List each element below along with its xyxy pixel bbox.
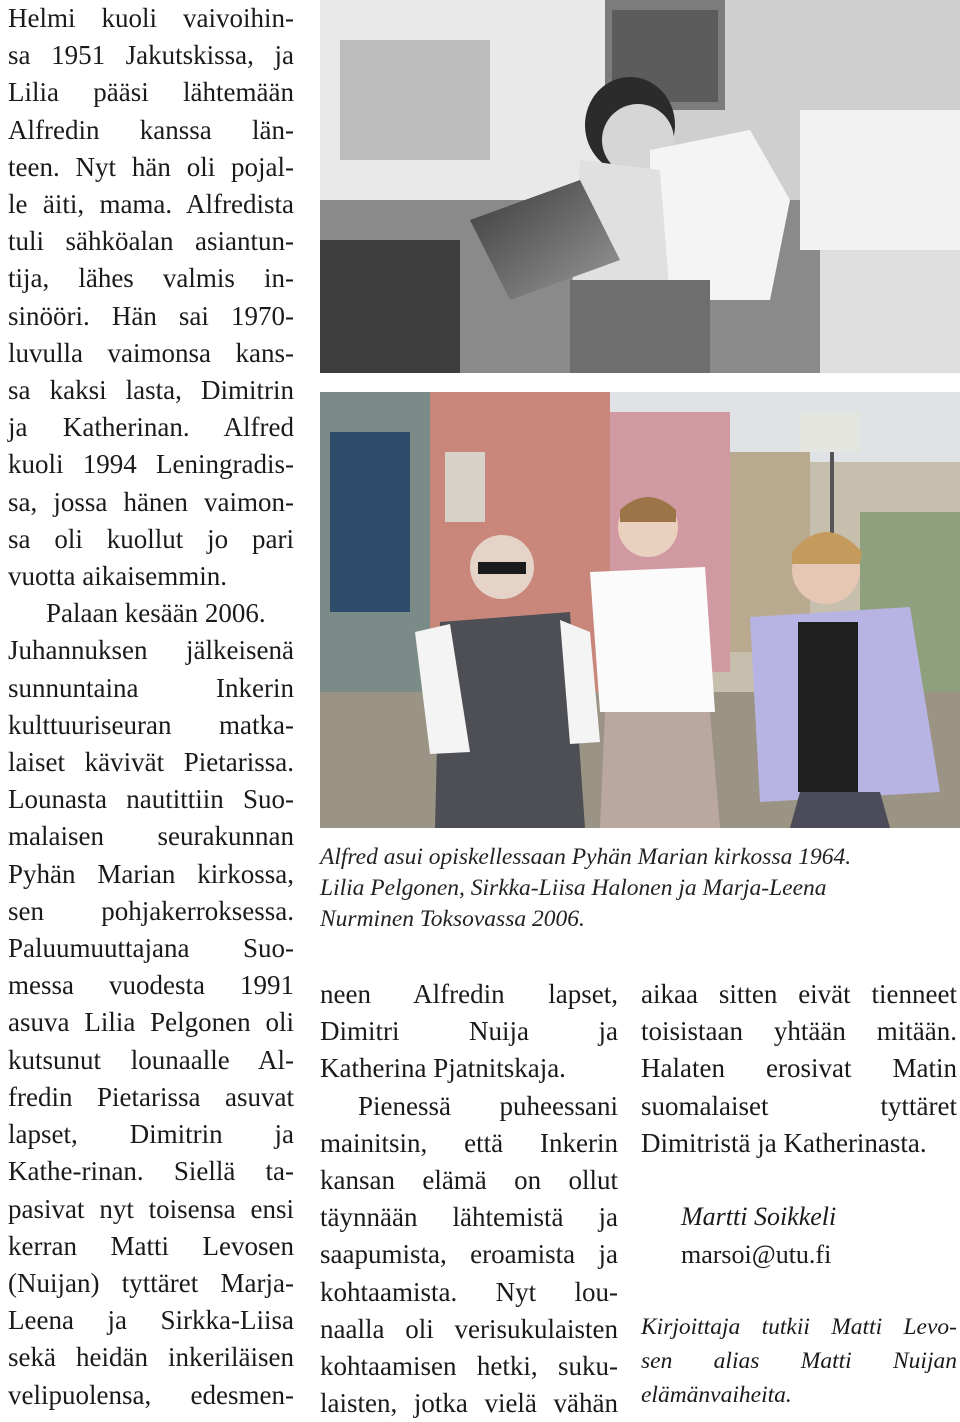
text-line: mainitsin, että Inkerin [320,1127,618,1158]
article-column-3 [641,976,957,1162]
text-line: naalla oli verisukulaisten [320,1313,618,1344]
text-line: täynnään lähtemistä ja [320,1202,618,1233]
text-line: kulttuuriseuran matka- [8,709,294,740]
text-line: kohtaamisen hetki, suku- [320,1351,618,1382]
note-line: sen alias Matti Nuijan [641,1348,957,1374]
text-line: saapumista, eroamista ja [320,1239,618,1270]
text-line: aikaa sitten eivät tienneet [641,979,957,1009]
text-line: sunnuntaina Inkerin [8,672,294,703]
text-line: messa vuodesta 1991 [8,970,294,1001]
author-email: marsoi@utu.fi [681,1240,832,1269]
text-line: kansan elämä on ollut [320,1165,618,1196]
text-line: sa oli kuollut jo pari [8,523,294,554]
text-line: Kathe-rinan. Siellä ta- [8,1156,294,1187]
text-line: Helmi kuoli vaivoihin- [8,3,294,33]
text-line: kuoli 1994 Leningradis- [8,449,294,480]
text-line: sen pohjakerroksessa. [8,895,294,926]
text-line: laisten, jotka vielä vähän [320,1388,618,1419]
text-line: Paluumuuttajana Suo- [8,933,294,964]
text-line: lapset, Dimitrin ja [8,1119,294,1150]
article-column-1 [8,0,294,1414]
paragraph-4 [320,1088,618,1422]
text-line: laiset kävivät Pietarissa. [8,747,294,778]
caption-line: Nurminen Toksovassa 2006. [320,906,585,932]
text-line: luvulla vaimonsa kans- [8,337,294,368]
text-line: Pyhän Marian kirkossa, [8,858,294,889]
text-line: malaisen seurakunnan [8,821,294,852]
text-line: Lounasta nautittiin Suo- [8,784,294,815]
author-name: Martti Soikkeli [681,1202,837,1231]
text-line: sekä heidän inkeriläisen [8,1342,294,1373]
photo-alfred-1964-image [320,0,960,373]
caption-line: Lilia Pelgonen, Sirkka-Liisa Halonen ja Marja-Leena [320,875,827,901]
text-line: tuli sähköalan asiantun- [8,226,294,257]
caption-line: Alfred asui opiskellessaan Pyhän Marian kirkossa 1964. [320,844,852,870]
text-line: Palaan kesään 2006. [46,598,266,629]
text-line: kerran Matti Levosen [8,1230,294,1261]
text-line: le äiti, mama. Alfredista [8,189,294,220]
text-line: sa, jossa hänen vaimon- [8,486,294,517]
text-line: kutsunut lounaalle Al- [8,1044,294,1075]
note-line: Kirjoittaja tutkii Matti Levo- [641,1314,957,1340]
text-line: Juhannuksen jälkeisenä [8,635,294,666]
text-line: Dimitristä ja Katherinasta. [641,1127,927,1158]
text-line: (Nuijan) tyttäret Marja- [8,1267,294,1298]
text-line: Lilia pääsi lähtemään [8,77,294,108]
text-line: teen. Nyt hän oli pojal- [8,151,294,182]
text-line: sinööri. Hän sai 1970- [8,300,294,331]
text-line: velipuolensa, edesmen- [8,1379,294,1410]
text-line: Katherina Pjatnitskaja. [320,1053,566,1084]
photo-caption [320,842,956,935]
author-note [641,1310,957,1412]
text-line: Alfredin kanssa län- [8,114,294,145]
text-line: Dimitri Nuija ja [320,1016,618,1047]
paragraph-3 [320,976,618,1088]
text-line: fredin Pietarissa asuvat [8,1081,294,1112]
text-line: kohtaamista. Nyt lou- [320,1276,618,1307]
text-line: toisistaan yhtään mitään. [641,1016,957,1047]
text-line: sa 1951 Jakutskissa, ja [8,40,294,71]
note-line: elämänvaiheita. [641,1382,792,1408]
text-line: tija, lähes valmis in- [8,263,294,294]
photo-alfred-1964 [320,0,960,373]
text-line: Halaten erosivat Matin [641,1053,957,1084]
text-line: Leena ja Sirkka-Liisa [8,1305,294,1336]
photo-toksova-2006-image [320,392,960,828]
text-line: sa kaksi lasta, Dimitrin [8,375,294,406]
text-line: Pienessä puheessani [358,1090,618,1121]
article-column-2 [320,976,618,1422]
author-signature [681,1198,836,1274]
text-line: pasivat nyt toisensa ensi [8,1193,294,1224]
paragraph-2 [8,595,294,1413]
paragraph-1 [8,0,294,595]
photo-toksova-2006 [320,392,960,828]
text-line: vuotta aikaisemmin. [8,561,227,592]
text-line: suomalaiset tyttäret [641,1090,957,1121]
paragraph-5 [641,976,957,1162]
text-line: ja Katherinan. Alfred [8,412,294,443]
text-line: neen Alfredin lapset, [320,979,618,1009]
text-line: asuva Lilia Pelgonen oli [8,1007,294,1038]
